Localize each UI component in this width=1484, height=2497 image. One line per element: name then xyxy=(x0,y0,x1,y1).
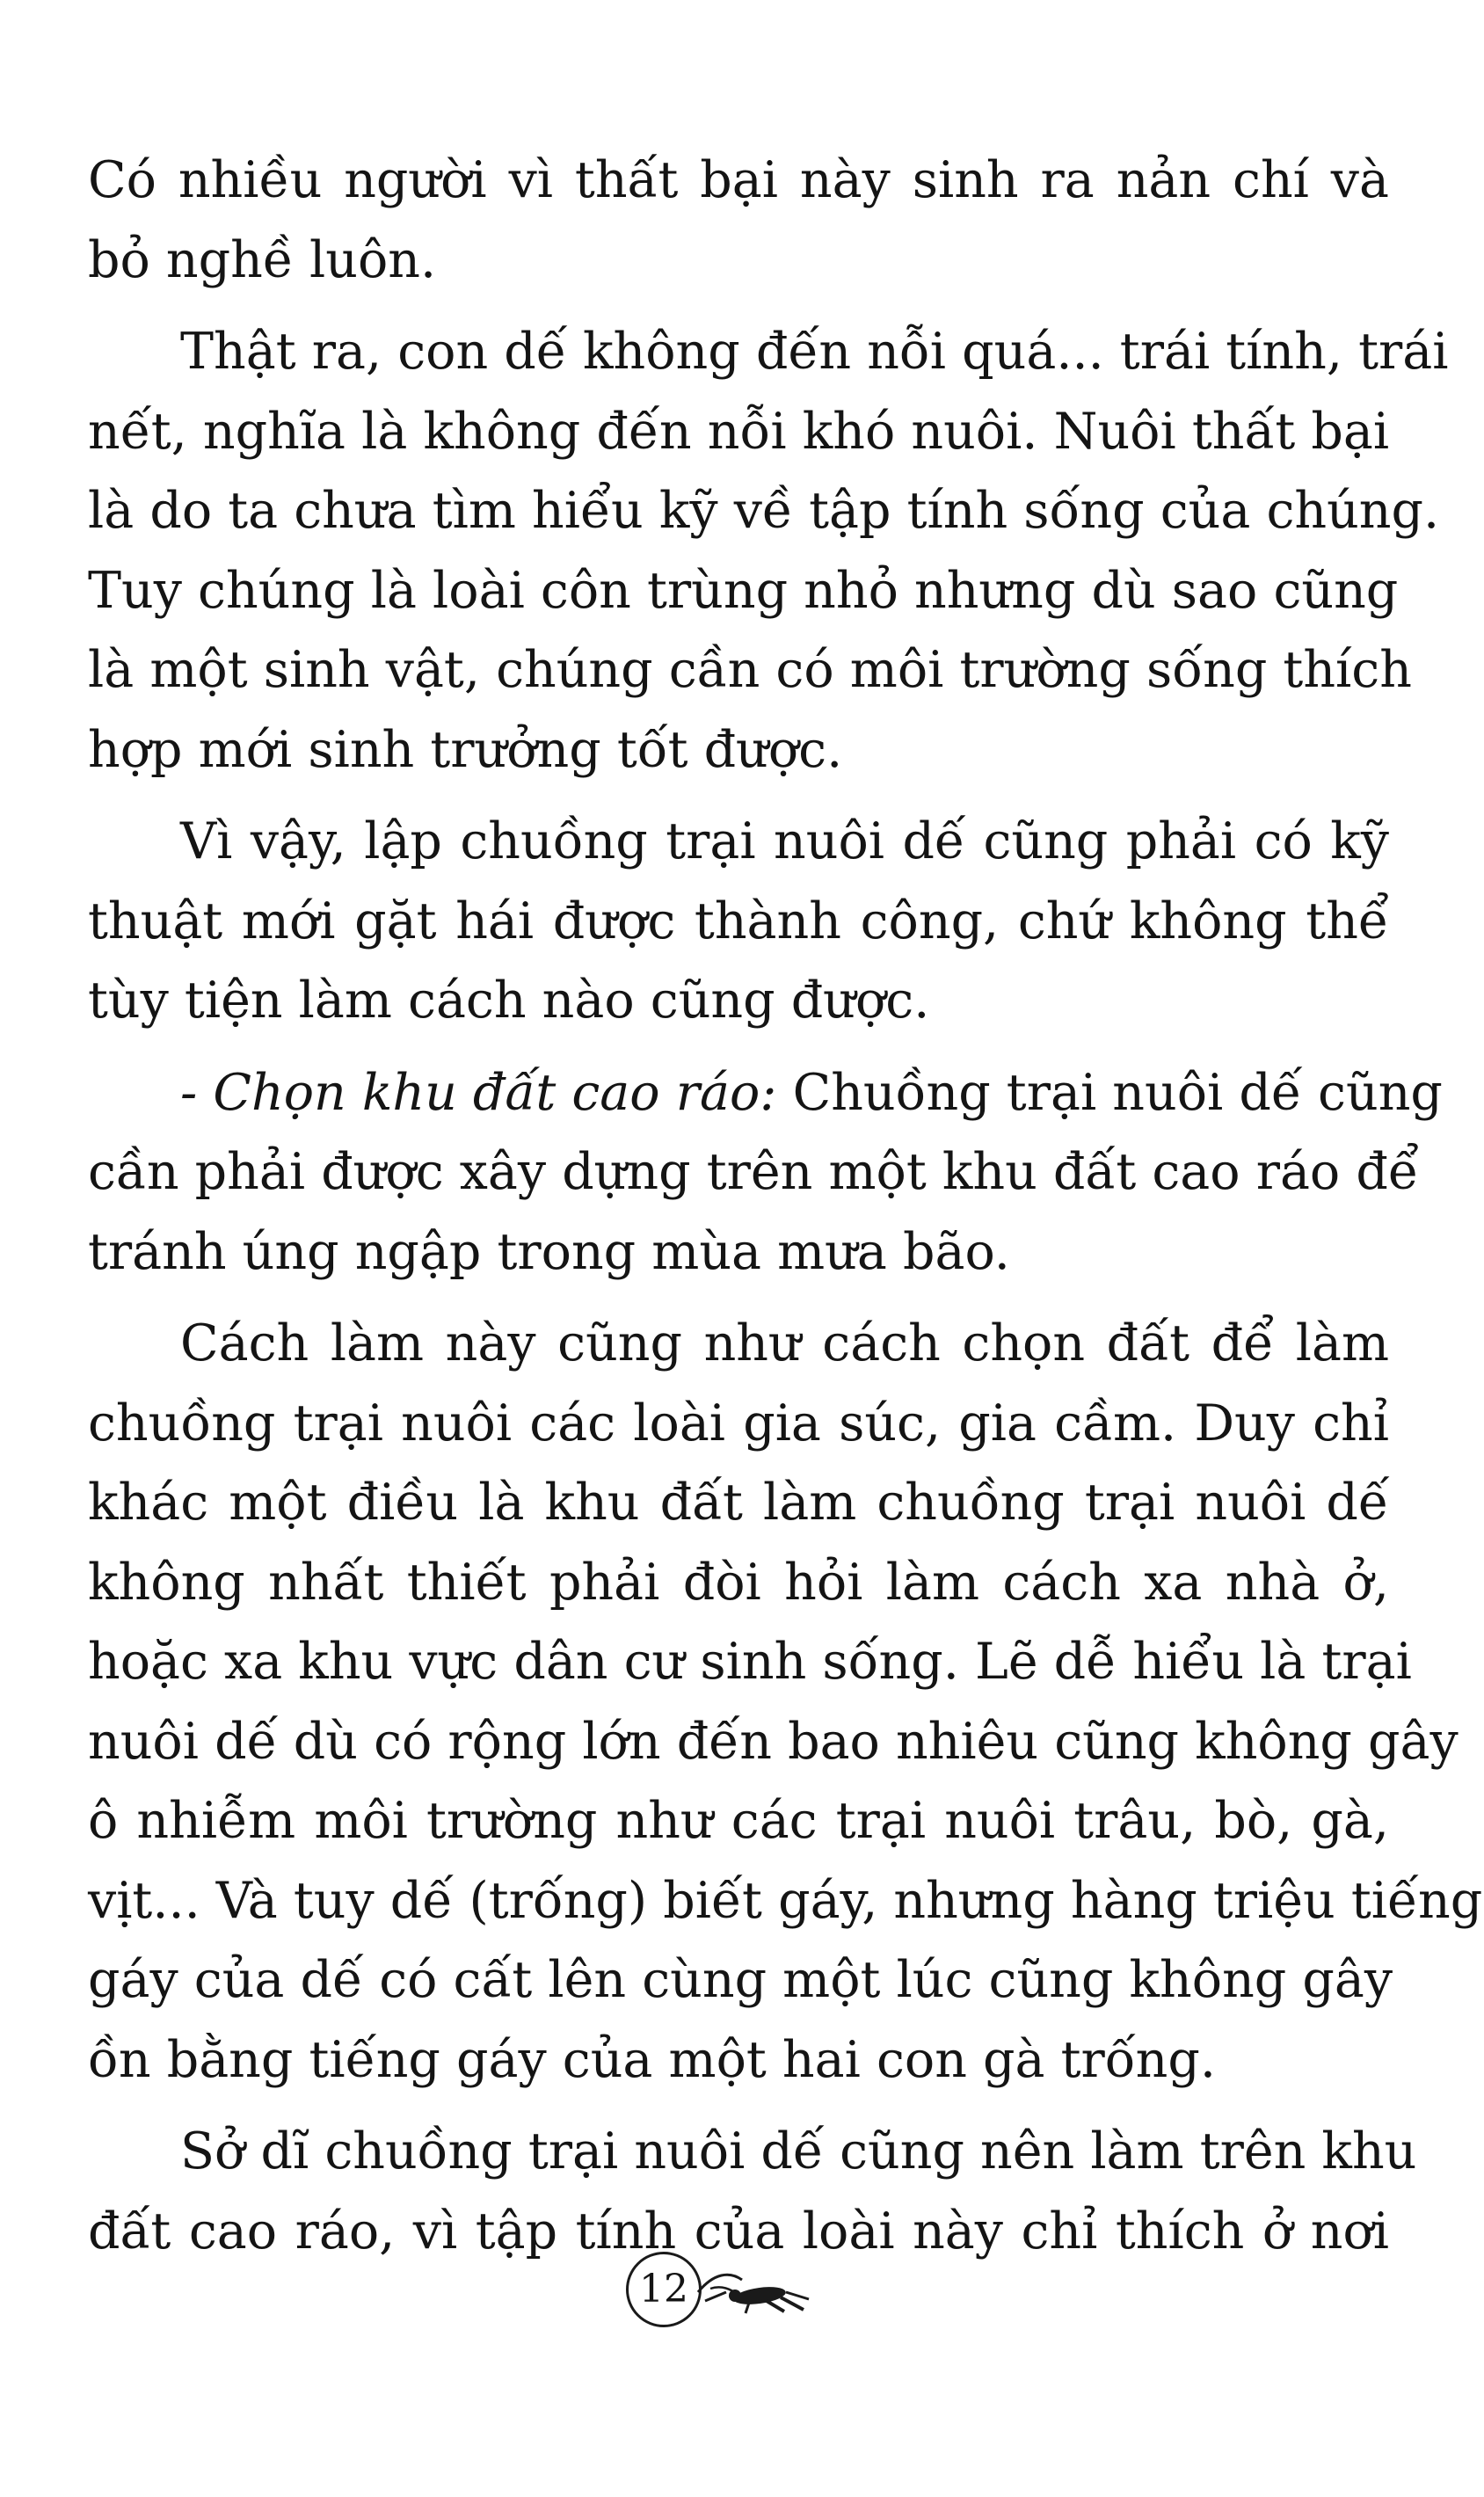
text-line xyxy=(88,1053,1443,1133)
text-line: thuật mới gặt hái được thành công, chứ không thể xyxy=(88,892,1389,950)
text-line: ồn bằng tiếng gáy của một hai con gà trống. xyxy=(88,2030,1216,2089)
text-line: gáy của dế có cất lên cùng một lúc cũng không gây xyxy=(88,1951,1393,2009)
text-line: chuồng trại nuôi các loài gia súc, gia cầm. Duy chỉ xyxy=(88,1394,1389,1452)
text-line: Sở dĩ chuồng trại nuôi dế cũng nên làm trên khu xyxy=(180,2122,1417,2180)
page-number: 12 xyxy=(626,2252,702,2327)
text-line: ô nhiễm môi trường như các trại nuôi trâu, bò, gà, xyxy=(88,1792,1389,1850)
text-line: hoặc xa khu vực dân cư sinh sống. Lẽ dễ hiểu là trại xyxy=(88,1633,1412,1691)
paragraph xyxy=(88,802,1389,1041)
page-footer xyxy=(615,2246,844,2343)
italic-heading: - Chọn khu đất cao ráo: xyxy=(180,1063,777,1122)
text-line: không nhất thiết phải đòi hỏi làm cách xa nhà ở, xyxy=(88,1553,1389,1612)
text-line: đất cao ráo, vì tập tính của loài này chỉ thích ở nơi xyxy=(88,2202,1389,2260)
heading-continuation: Chuồng trại nuôi dế cũng xyxy=(776,1063,1443,1122)
page-body xyxy=(88,141,1483,2283)
paragraph xyxy=(88,141,1389,300)
text-line: Vì vậy, lập chuồng trại nuôi dế cũng phải có kỹ xyxy=(180,812,1389,870)
text-line: cần phải được xây dựng trên một khu đất cao ráo để xyxy=(88,1143,1419,1201)
text-line: Tuy chúng là loài côn trùng nhỏ nhưng dù sao cũng xyxy=(88,561,1399,620)
text-line: tránh úng ngập trong mùa mưa bão. xyxy=(88,1222,1010,1281)
text-line: vịt... Và tuy dế (trống) biết gáy, nhưng hàng triệu tiếng xyxy=(88,1871,1483,1930)
paragraph xyxy=(88,1053,1443,1292)
paragraph xyxy=(88,1304,1483,2100)
text-line: khác một điều là khu đất làm chuồng trại nuôi dế xyxy=(88,1474,1389,1532)
text-line: là do ta chưa tìm hiểu kỹ về tập tính sống của chúng. xyxy=(88,482,1440,540)
text-line: hợp mới sinh trưởng tốt được. xyxy=(88,720,843,779)
text-line: nết, nghĩa là không đến nỗi khó nuôi. Nuôi thất bại xyxy=(88,402,1390,461)
paragraph xyxy=(88,312,1449,790)
text-line: là một sinh vật, chúng cần có môi trường sống thích xyxy=(88,641,1412,699)
text-line: tùy tiện làm cách nào cũng được. xyxy=(88,972,930,1030)
text-line: bỏ nghề luôn. xyxy=(88,230,437,289)
cricket-icon xyxy=(696,2266,819,2319)
text-line: Thật ra, con dế không đến nỗi quá... trái tính, trái xyxy=(180,323,1449,381)
text-line: nuôi dế dù có rộng lớn đến bao nhiêu cũng không gây xyxy=(88,1712,1459,1771)
text-line: Có nhiều người vì thất bại này sinh ra nản chí và xyxy=(88,151,1389,209)
text-line: Cách làm này cũng như cách chọn đất để làm xyxy=(180,1314,1389,1372)
